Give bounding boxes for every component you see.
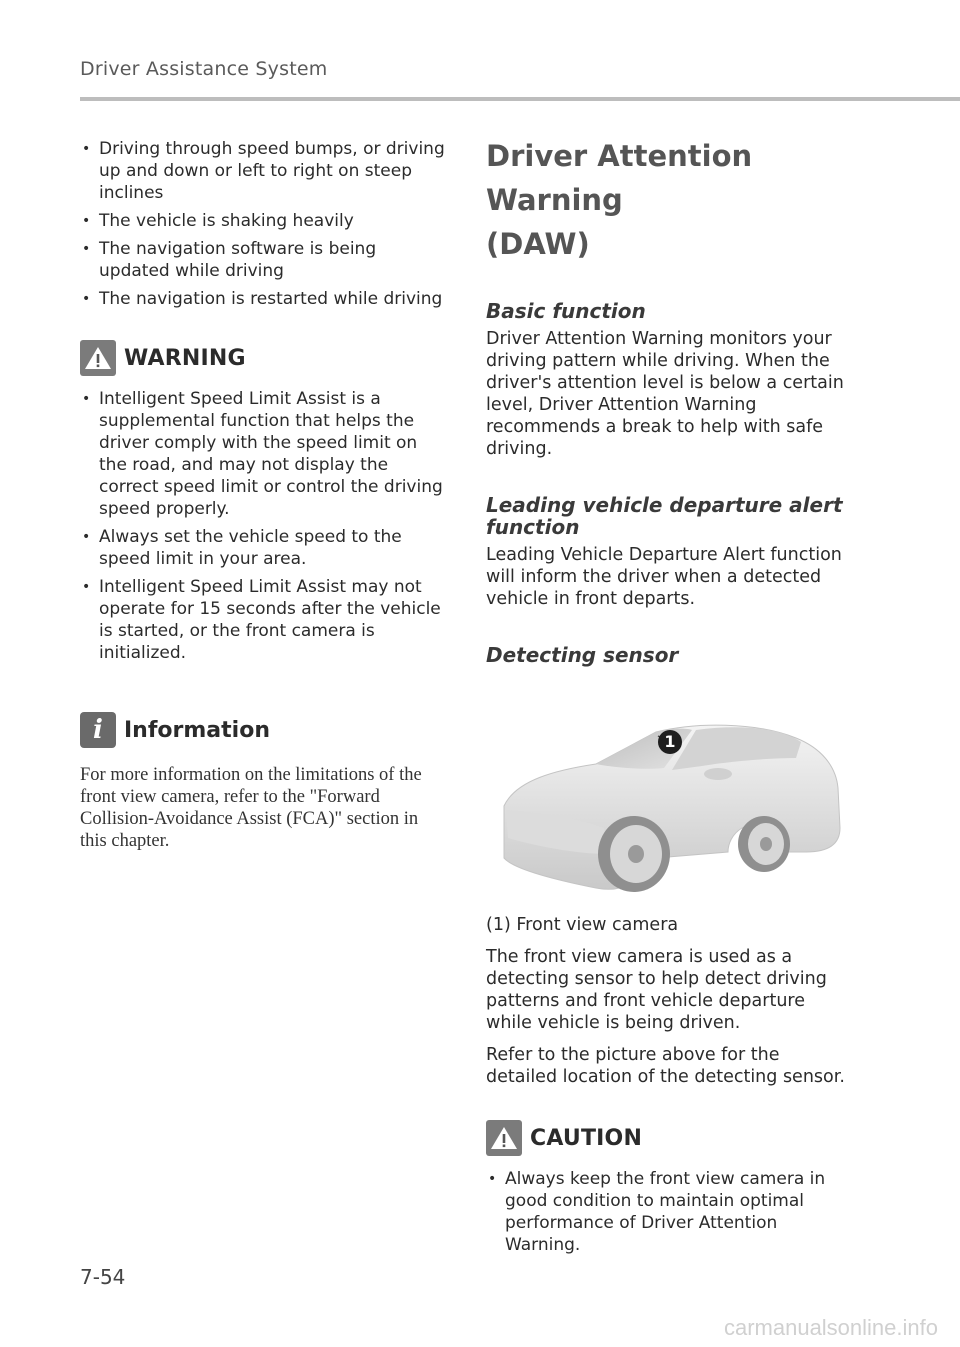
basic-function-heading: Basic function [486,299,646,323]
running-header: Driver Assistance System [80,58,328,80]
list-item: • The navigation software is being updated while driving [80,238,450,282]
list-item: • Always keep the front view camera in good condition to maintain optimal performance of Driver Attention Warning. [486,1168,856,1256]
warning-triangle-icon [80,340,116,376]
info-icon: i [80,712,116,748]
warning-label: WARNING [124,345,246,371]
information-label: Information [124,717,270,743]
warning-box [80,340,450,664]
leading-vehicle-heading: Leading vehicle departure alert function [486,493,843,539]
warning-header [80,340,450,376]
condition-list [80,138,450,310]
caution-list [486,1168,856,1256]
header-rule [80,97,960,101]
list-item: • Intelligent Speed Limit Assist is a supplemental function that helps the driver comply with the speed limit on the road, and may not display the correct speed limit or control the driving speed properly. [80,388,450,520]
list-item: • Driving through speed bumps, or driving up and down or left to right on steep inclines [80,138,450,204]
caution-label: CAUTION [530,1125,643,1151]
right-column [486,134,856,1262]
warning-triangle-icon [486,1120,522,1156]
information-text: For more information on the limitations of the front view camera, refer to the "Forward Collision-Avoidance Assist (FCA)" section in this chapter. [80,765,422,851]
caution-box [486,1120,856,1256]
warning-list [80,388,450,664]
list-item: • The vehicle is shaking heavily [80,210,450,232]
figure-caption: (1) Front view camera [486,915,679,935]
list-item: • The navigation is restarted while driving [80,288,450,310]
detecting-sensor-reference: Refer to the picture above for the detailed location of the detecting sensor. [486,1045,845,1087]
caution-header [486,1120,856,1156]
car-illustration [496,718,846,898]
section-title: Driver Attention Warning [486,139,753,217]
list-item: • Always set the vehicle speed to the speed limit in your area. [80,526,450,570]
callout-badge: 1 [658,730,682,754]
detecting-sensor-text: The front view camera is used as a detecting sensor to help detect driving patterns and front vehicle departure while vehicle is being driven. [486,947,827,1033]
leading-vehicle-text: Leading Vehicle Departure Alert function will inform the driver when a detected vehicle in front departs. [486,545,842,609]
detecting-sensor-heading: Detecting sensor [486,643,679,667]
information-header [80,712,450,748]
left-column [80,138,450,852]
section-title-abbrev: (DAW) [486,227,590,261]
information-box [80,712,450,852]
list-item: • Intelligent Speed Limit Assist may not operate for 15 seconds after the vehicle is started, or the front camera is initialized. [80,576,450,664]
basic-function-text: Driver Attention Warning monitors your driving pattern while driving. When the driver's attention level is below a certain level, Driver Attention Warning recommends a break to help with safe driving. [486,329,844,459]
page-number: 7-54 [80,1265,126,1289]
watermark: carmanualsonline.info [723,1315,938,1340]
